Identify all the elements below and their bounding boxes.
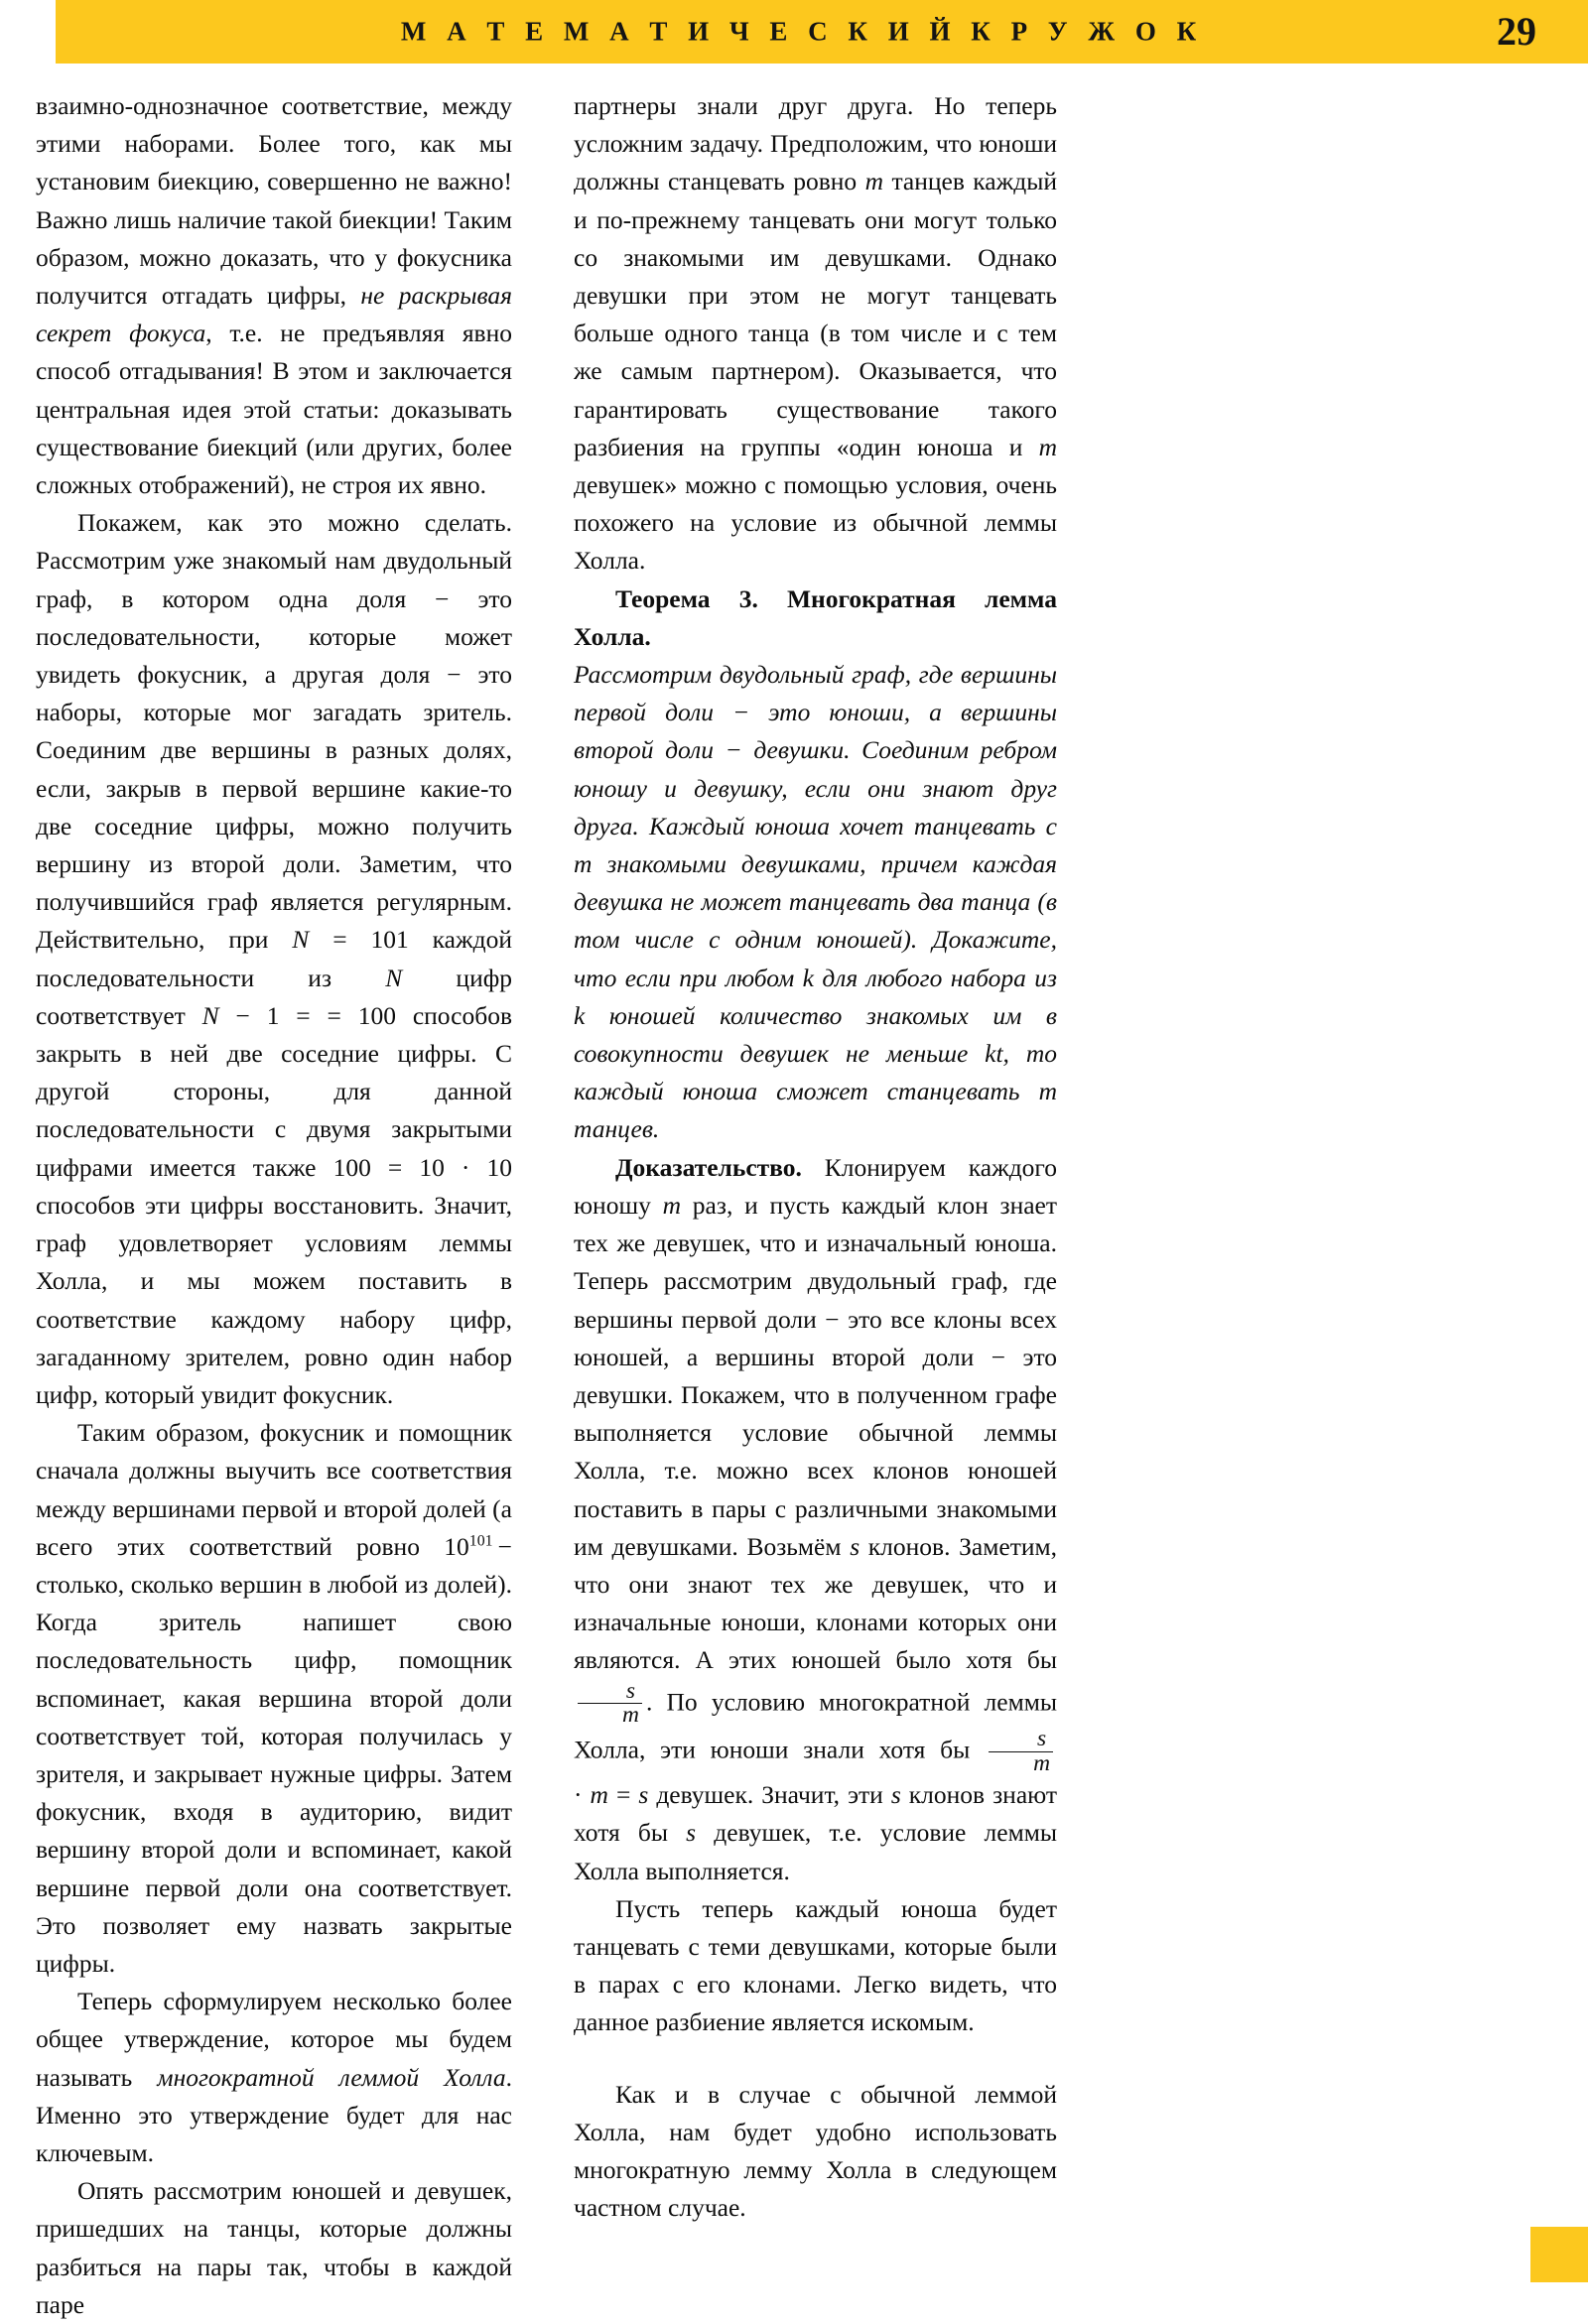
fraction-numerator: s [625, 1677, 636, 1704]
fraction-denominator: m [578, 1703, 642, 1728]
theorem-statement: Рассмотрим двудольный граф, где вершины первой доли − это юноши, а вершины второй доли − девушки. Соединим ребром юношу и девушку, если они знают друг друга. Каждый юноша хочет танцевать с m знакомыми девушками, причем каждая девушка не может танцевать два танца (в том числе с одним юношей). Докажите, что если при любом k для любого набора из k юношей количество знакомых им в совокупности девушек не меньше kt, то каждый юноша сможет станцевать m танцев. [574, 660, 1057, 1144]
closing-paragraph: Как и в случае с обычной леммой Холла, нам будет удобно использовать многократную лемму Холла в следующем частном случае. [574, 2079, 1057, 2223]
proof-paragraph-1: Доказательство. Клонируем каждого юношу m раз, и пусть каждый клон знает тех же девушек, что и изначальный юноша. Теперь рассмотрим двудольный граф, где вершины первой доли − это все клоны всех юношей, а вершины второй доли − это девушки. Покажем, что в полученном графе выполняется условие обычной леммы Холла, т.е. можно всех клонов юношей поставить в пары с различными знакомыми им девушками. Возьмём s клонов. Заметим, что они знают тех же девушек, что и изначальные юноши, клонами которых они являются. А этих юношей было хотя бы $\frac{s}{m}$ . По условию многократной леммы Холла, эти юноши знали хотя бы $\frac{s}{m}$ · m = s девушек. Значит, эти s клонов знают хотя бы s девушек, т.е. условие леммы Холла выполняется. [574, 1152, 1057, 1885]
math-expr-100-equals-10-times-10: 100 = 10 · 10 [332, 1152, 512, 1182]
theorem-heading: Теорема 3. Многократная лемма Холла. [574, 583, 1057, 651]
paragraph-right-1: партнеры знали друг друга. Но теперь усложним задачу. Предположим, что юноши должны станцевать ровно m танцев каждый и по-прежнему танцевать они могут только со знакомыми им девушками. Однако девушки при этом не могут танцевать больше одного танца (в том числе и с тем же самым партнером). Оказывается, что гарантировать существование такого разбиения на группы «один юноша и m девушек» можно с помощью условия, очень похожего на условие из обычной леммы Холла. [574, 91, 1057, 576]
math-symbol-s-2: s [890, 1780, 901, 1810]
math-symbol-N-2: N [385, 963, 403, 992]
page-header-banner [56, 0, 1588, 64]
math-symbol-N: N [292, 925, 310, 955]
theorem-block [574, 581, 1057, 1149]
math-symbol-s-3: s [686, 1818, 697, 1848]
fraction-numerator: s [1036, 1726, 1047, 1752]
right-text-column [574, 87, 1057, 2227]
fraction-denominator: m [989, 1751, 1053, 1776]
math-expr-times-m-equals-s: · m = s [574, 1780, 649, 1810]
page-number: 29 [1497, 9, 1536, 54]
paragraph-left-5: Опять рассмотрим юношей и девушек, пришедших на танцы, которые должны разбиться на пары так, чтобы в каждой паре [36, 2176, 512, 2319]
page-title: М А Т Е М А Т И Ч Е С К И Й К Р У Ж О К [400, 16, 1204, 47]
fraction-s-over-m-2 [989, 1728, 1053, 1776]
math-expr-N-minus-1: N − 1 = [201, 1000, 311, 1030]
paragraph-left-2: Покажем, как это можно сделать. Рассмотрим уже знакомый нам двудольный граф, в котором одна доля − это последовательности, которые может увидеть фокусник, а другая доля − это наборы, которые мог загадать зритель. Соединим две вершины в разных долях, если, закрыв в первой вершине какие-то две соседние цифры, можно получить вершину из второй доли. Заметим, что получившийся граф является регулярным. Действительно, при N = 101 каждой последовательности из N цифр соответствует N − 1 = = 100 способов закрыть в ней две соседние цифры. С другой стороны, для данной последовательности с двумя закрытыми цифрами имеется также 100 = 10 · 10 способов эти цифры восстановить. Значит, граф удовлетворяет условиям леммы Холла, и мы можем поставить в соответствие каждому набору цифр, загаданному зрителем, ровно один набор цифр, который увидит фокусник. [36, 508, 513, 1409]
page-body [0, 64, 1588, 2319]
math-symbol-s-1: s [850, 1531, 860, 1561]
paragraph-left-1 [36, 87, 512, 504]
math-symbol-m-1: m [864, 167, 884, 196]
corner-decoration-mark [1530, 2227, 1588, 2282]
paragraph-left-1-part-a: взаимно-однозначное соответствие, между этими наборами. Более того, как мы установим биекцию, совершенно не важно! Важно лишь наличие такой биекции! Таким образом, можно доказать, что у фокусника получится отгадать цифры, [36, 91, 512, 311]
fraction-s-over-m-1 [578, 1677, 642, 1729]
paragraph-left-1-part-b: , т.е. не предъявляя явно способ отгадывания! В этом и заключается центральная идея этой статьи: доказывать существование биекций (или других, более сложных отображений), не строя их явно. [36, 319, 512, 500]
math-symbol-m-3: m [662, 1190, 682, 1220]
proof-heading: Доказательство. [615, 1152, 802, 1182]
paragraph-left-3: Таким образом, фокусник и помощник сначала должны выучить все соответствия между вершинами первой и второй долей (а всего этих соответствий ровно $10^{101}$ − столько, сколько вершин в любой из долей). Когда зритель напишет свою последовательность цифр, помощник вспоминает, какая вершина второй доли соответствует той, которая получилась у зрителя, и закрывает нужные цифры. Затем фокусник, входя в аудиторию, видит вершину второй доли и вспоминает, какой вершине первой доли она соответствует. Это позволяет ему назвать закрытые цифры. [36, 1418, 512, 1978]
left-text-column [36, 87, 512, 2324]
math-symbol-m-2: m [1038, 432, 1057, 461]
italic-phrase-multiple-hall-lemma: многократной леммой Холла [157, 2062, 506, 2092]
math-expr-10-pow-101: $10^{101}$ [444, 1531, 493, 1561]
italic-phrase-secret-of-trick: не раскрывая секрет фокуса [36, 281, 512, 348]
paragraph-left-4: Теперь сформулируем несколько более общее утверждение, которое мы будем называть многократной леммой Холла. Именно это утверждение будет для нас ключевым. [36, 1987, 512, 2167]
proof-paragraph-2: Пусть теперь каждый юноша будет танцевать с теми девушками, которые были в парах с его клонами. Легко видеть, что данное разбиение является искомым. [574, 1893, 1057, 2037]
